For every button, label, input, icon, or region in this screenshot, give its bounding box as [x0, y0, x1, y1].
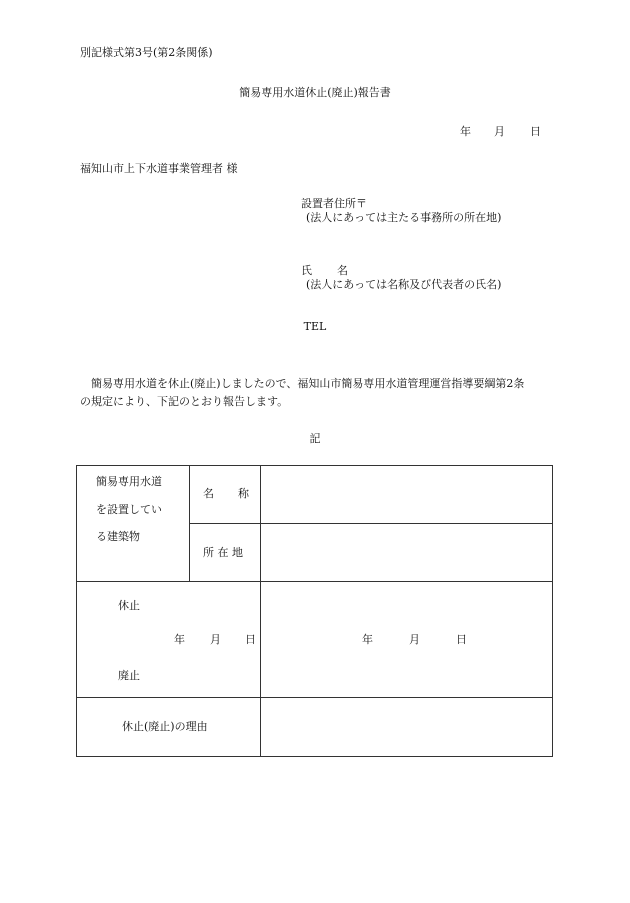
body-line-1: 簡易専用水道を休止(廃止)しましたので、福知山市簡易専用水道管理運営指導要綱第2条	[91, 377, 525, 390]
building-label-line-3: る建築物	[96, 530, 140, 543]
reason-value-cell[interactable]	[261, 698, 553, 757]
name-label-second: 名	[337, 264, 348, 277]
right-day-label: 日	[456, 633, 467, 646]
ki-heading: 記	[309, 432, 321, 445]
left-month-label: 月	[210, 633, 221, 646]
suspend-label: 休止	[118, 599, 140, 612]
address-note: (法人にあっては主たる事務所の所在地)	[306, 211, 502, 224]
document-title: 簡易専用水道休止(廃止)報告書	[239, 86, 391, 99]
form-number: 別記様式第3号(第2条関係)	[80, 46, 213, 59]
date-day-label: 日	[530, 125, 541, 138]
name-note: (法人にあっては名称及び代表者の氏名)	[306, 278, 502, 291]
addressee: 福知山市上下水道事業管理者 様	[80, 162, 238, 175]
date-month-label: 月	[494, 125, 505, 138]
location-label-cell	[190, 524, 261, 582]
name-value-cell[interactable]	[261, 466, 553, 524]
address-label: 設置者住所〒	[301, 197, 367, 210]
date-value-cell[interactable]	[261, 582, 553, 698]
suspend-abolish-label-cell	[77, 582, 261, 698]
left-day-label: 日	[245, 633, 256, 646]
building-label-line-1: 簡易専用水道	[96, 475, 162, 488]
right-month-label: 月	[409, 633, 420, 646]
body-line-2: の規定により、下記のとおり報告します。	[80, 395, 289, 408]
abolish-label: 廃止	[118, 669, 140, 682]
location-value-cell[interactable]	[261, 524, 553, 582]
location-label: 所 在 地	[203, 546, 243, 559]
report-table	[76, 465, 553, 757]
date-year-label: 年	[460, 125, 471, 138]
name-label-char-2: 称	[238, 487, 249, 500]
building-label-line-2: を設置してい	[96, 503, 162, 516]
reason-label-cell	[77, 698, 261, 757]
name-label-first: 氏	[301, 264, 312, 277]
left-year-label: 年	[174, 633, 185, 646]
name-label-cell	[190, 466, 261, 524]
reason-label: 休止(廃止)の理由	[122, 720, 208, 733]
building-label-cell	[77, 466, 190, 582]
name-label-char-1: 名	[203, 487, 214, 500]
tel-label: TEL	[303, 320, 327, 333]
right-year-label: 年	[362, 633, 373, 646]
